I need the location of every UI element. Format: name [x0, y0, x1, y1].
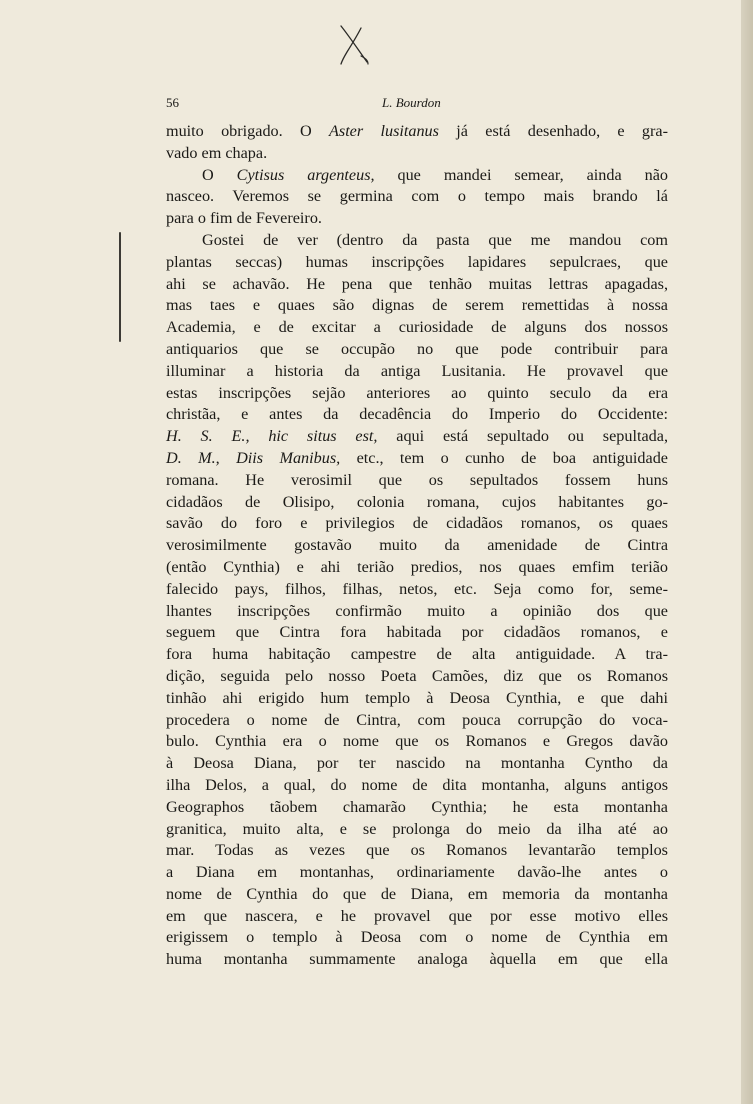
- text-run: savão do foro e privilegios de cidadãos romanos, os quaes: [166, 514, 668, 533]
- text-line: [166, 121, 668, 143]
- text-run: erigissem o templo à Deosa com o nome de Cynthia em: [166, 928, 668, 947]
- text-line: [166, 949, 668, 971]
- text-run: verosimilmente gostavão muito da amenidade de Cintra: [166, 536, 668, 555]
- text-run: romana. He verosimil que os sepultados fossem huns: [166, 470, 668, 489]
- text-line: [166, 339, 668, 361]
- text-run: illuminar a historia da antiga Lusitania. He provavel que: [166, 361, 668, 380]
- italic-term: Aster lusitanus: [329, 122, 439, 140]
- text-line: [166, 710, 668, 732]
- text-run: nasceo. Veremos se germina com o tempo mais brando lá: [166, 187, 668, 206]
- text-run: lhantes inscripções confirmão muito a opinião dos que: [166, 601, 668, 620]
- text-line: [166, 274, 668, 296]
- text-line: [166, 230, 668, 252]
- text-line: [166, 753, 668, 775]
- text-run: nome de Cynthia do que de Diana, em memoria da montanha: [166, 884, 668, 903]
- text-line: [166, 383, 668, 405]
- text-line: [166, 513, 668, 535]
- text-line: [166, 731, 668, 753]
- text-run: procedera o nome de Cintra, com pouca corrupção do voca-: [166, 710, 668, 729]
- text-line: [166, 448, 668, 470]
- text-line: [166, 819, 668, 841]
- page-header: [166, 95, 668, 111]
- text-run: ilha Delos, a qual, do nome de dita montanha, alguns antigos: [166, 775, 668, 794]
- running-head: L. Bourdon: [382, 95, 441, 110]
- text-line: [166, 840, 668, 862]
- text-line: [166, 470, 668, 492]
- text-line: [166, 666, 668, 688]
- text-line: [166, 317, 668, 339]
- handwritten-x-mark: [335, 22, 375, 68]
- text-run: fora huma habitação campestre de alta antiguidade. A tra-: [166, 645, 668, 664]
- text-run: (então Cynthia) e ahi terião predios, nos quaes emfim terião: [166, 557, 668, 576]
- text-line: [166, 906, 668, 928]
- italic-term: D. M., Diis Manibus,: [166, 448, 341, 467]
- text-run: vado em chapa.: [166, 143, 268, 162]
- text-line: [166, 775, 668, 797]
- text-run: cidadãos de Olisipo, colonia romana, cujos habitantes go-: [166, 492, 668, 511]
- text-run: Geographos tãobem chamarão Cynthia; he esta montanha: [166, 797, 668, 816]
- text-line: [166, 535, 668, 557]
- text-line: [166, 622, 668, 644]
- text-run: estas inscripções sejão anteriores ao quinto seculo da era: [166, 383, 668, 402]
- text-run: já está desenhado, e gra-: [438, 122, 668, 140]
- text-line: [166, 492, 668, 514]
- text-line: [166, 295, 668, 317]
- text-run: ahi se achavão. He pena que tenhão muitas lettras apagadas,: [166, 274, 668, 293]
- text-run: aqui está sepultado ou sepultada,: [377, 427, 668, 446]
- text-line: [166, 186, 668, 208]
- text-run: seguem que Cintra fora habitada por cidadãos romanos, e: [166, 623, 668, 642]
- page-number: 56: [166, 95, 179, 110]
- text-run: O: [202, 165, 237, 184]
- text-run: mar. Todas as vezes que os Romanos levantarão templos: [166, 841, 668, 860]
- text-line: [166, 143, 668, 165]
- text-run: granitica, muito alta, e se prolonga do meio da ilha até ao: [166, 819, 668, 838]
- text-run: huma montanha summamente analoga àquella em que ella: [166, 950, 668, 969]
- text-line: [166, 644, 668, 666]
- text-line: [166, 426, 668, 448]
- text-run: christãa, e antes da decadência do Imperio do Occidente:: [166, 405, 668, 424]
- text-line: [166, 862, 668, 884]
- text-line: [166, 884, 668, 906]
- text-run: muito obrigado. O: [166, 122, 329, 140]
- text-run: falecido pays, filhos, filhas, netos, etc. Seja como for, seme-: [166, 579, 668, 598]
- text-line: [166, 165, 668, 187]
- text-line: [166, 927, 668, 949]
- text-run: em que nascera, e he provavel que por esse motivo elles: [166, 906, 668, 925]
- text-run: antiquarios que se occupão no que pode contribuir para: [166, 339, 668, 358]
- italic-term: Cytisus argenteus,: [236, 165, 375, 184]
- text-run: Academia, e de excitar a curiosidade de alguns dos nossos: [166, 318, 668, 337]
- text-run: mas taes e quaes são dignas de serem remettidas à nossa: [166, 296, 668, 315]
- text-run: para o fim de Fevereiro.: [166, 209, 322, 228]
- text-run: tinhão ahi erigido hum templo à Deosa Cynthia, e que dahi: [166, 688, 668, 707]
- text-run: a Diana em montanhas, ordinariamente davão-lhe antes o: [166, 863, 668, 882]
- body-text: [166, 121, 668, 971]
- text-run: que mandei semear, ainda não: [374, 165, 668, 184]
- text-line: [166, 252, 668, 274]
- text-line: [166, 688, 668, 710]
- text-line: [166, 557, 668, 579]
- text-line: [166, 361, 668, 383]
- text-line: [166, 797, 668, 819]
- text-line: [166, 579, 668, 601]
- text-run: etc., tem o cunho de boa antiguidade: [340, 448, 668, 467]
- text-line: [166, 404, 668, 426]
- text-line: [166, 208, 668, 230]
- text-run: Gostei de ver (dentro da pasta que me mandou com: [202, 230, 668, 249]
- text-line: [166, 601, 668, 623]
- text-run: bulo. Cynthia era o nome que os Romanos e Gregos davão: [166, 732, 668, 751]
- margin-pencil-line: [119, 232, 121, 342]
- text-run: à Deosa Diana, por ter nascido na montanha Cyntho da: [166, 754, 668, 773]
- italic-term: H. S. E., hic situs est,: [166, 427, 378, 446]
- text-run: dição, seguida pelo nosso Poeta Camões, diz que os Romanos: [166, 666, 668, 685]
- text-run: plantas seccas) humas inscripções lapidares sepulcraes, que: [166, 252, 668, 271]
- page-edge-shadow: [741, 0, 753, 1104]
